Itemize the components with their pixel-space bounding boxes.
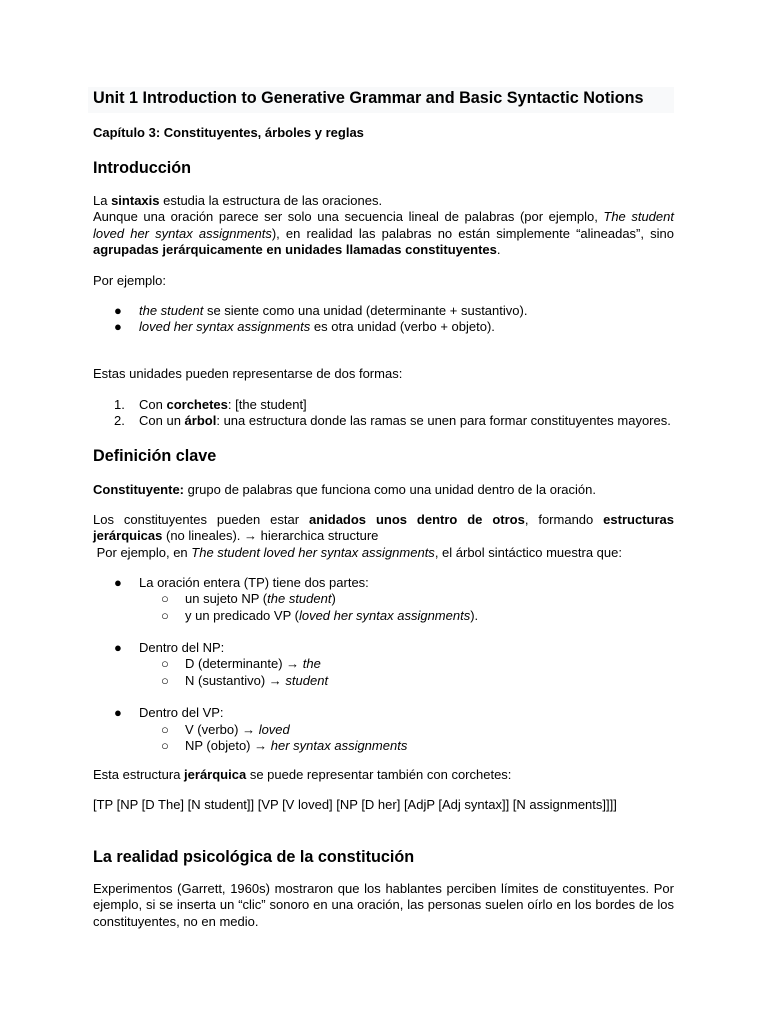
list-item: ● loved her syntax assignments es otra unidad (verbo + objeto). — [114, 319, 495, 335]
bullet-marker: ● — [114, 640, 122, 656]
intro-line-2: Aunque una oración parece ser solo una secuencia lineal de palabras (por ejemplo, The student — [93, 209, 674, 225]
example-bullet-list — [93, 303, 674, 336]
forms-label: Estas unidades pueden representarse de dos formas: — [93, 366, 403, 381]
forms-numbered-list — [93, 397, 674, 430]
circle-marker: ○ — [161, 656, 169, 672]
example-label: Por ejemplo: — [93, 273, 166, 288]
sub-list-item: ○ un sujeto NP (the student) — [161, 591, 336, 607]
bullet-marker: ● — [114, 705, 122, 721]
chapter-title: Capítulo 3: Constituyentes, árboles y reglas — [93, 125, 364, 140]
psych-paragraph — [93, 881, 674, 930]
intro-line-3: loved her syntax assignments), en realidad las palabras no están simplemente “alineadas”, sino — [93, 225, 674, 241]
circle-marker: ○ — [161, 737, 169, 753]
nesting-line-2: jerárquicas (no lineales). → hierarchica structure — [93, 528, 379, 544]
structure-list — [93, 575, 674, 754]
circle-marker: ○ — [161, 591, 169, 607]
sub-list-item: ○ N (sustantivo) → student — [161, 672, 329, 688]
bracket-notation: [TP [NP [D The] [N student]] [VP [V loved] [NP [D her] [AdjP [Adj syntax]] [N assignments]]]] — [93, 797, 617, 812]
sub-list-item: ○ y un predicado VP (loved her syntax assignments). — [161, 607, 479, 623]
nesting-line-3: Por ejemplo, en The student loved her syntax assignments, el árbol sintáctico muestra que: — [93, 544, 622, 560]
sub-list-item: ○ NP (objeto) → her syntax assignments — [161, 737, 408, 753]
circle-marker: ○ — [161, 721, 169, 737]
definition-line: Constituyente: grupo de palabras que funciona como una unidad dentro de la oración. — [93, 482, 596, 497]
nesting-line-1: Los constituyentes pueden estar anidados unos dentro de otros, formando estructuras — [93, 512, 674, 527]
bullet-marker: ● — [114, 575, 122, 590]
intro-line-4: agrupadas jerárquicamente en unidades llamadas constituyentes. — [93, 241, 501, 257]
heading-introduccion: Introducción — [93, 159, 192, 177]
list-item-vp: ● Dentro del VP: — [114, 705, 224, 721]
spacer — [93, 689, 674, 705]
intro-line-1: La sintaxis estudia la estructura de las oraciones. — [93, 193, 383, 208]
unit-title-bar — [88, 87, 674, 113]
list-item: 2. Con un árbol: una estructura donde las ramas se unen para formar constituyentes mayores. — [114, 413, 671, 429]
list-item-tp: ● La oración entera (TP) tiene dos partes: — [114, 575, 369, 590]
unit-title: Unit 1 Introduction to Generative Grammar and Basic Syntactic Notions — [93, 89, 644, 107]
list-item-np: ● Dentro del NP: — [114, 640, 225, 656]
sub-list-item: ○ D (determinante) → the — [161, 656, 321, 672]
brackets-intro: Esta estructura jerárquica se puede representar también con corchetes: — [93, 767, 512, 782]
psych-line-3: constituyentes, no en medio. — [93, 913, 259, 929]
list-item: 1. Con corchetes: [the student] — [114, 397, 307, 412]
heading-definicion-clave: Definición clave — [93, 447, 217, 465]
list-item: ● the student se siente como una unidad (determinante + sustantivo). — [114, 303, 528, 318]
heading-realidad-psicologica: La realidad psicológica de la constitución — [93, 848, 415, 866]
circle-marker: ○ — [161, 672, 169, 688]
psych-line-2: ejemplo, si se inserta un “clic” sonoro en una oración, las personas suelen oírlo en los bordes de los — [93, 897, 674, 913]
spacer — [93, 624, 674, 640]
psych-line-1: Experimentos (Garrett, 1960s) mostraron que los hablantes perciben límites de constituyentes. Por — [93, 881, 674, 896]
bullet-marker: ● — [114, 319, 122, 335]
sub-list-item: ○ V (verbo) → loved — [161, 721, 290, 737]
nesting-paragraph — [93, 512, 674, 561]
bullet-marker: ● — [114, 303, 122, 318]
circle-marker: ○ — [161, 607, 169, 623]
intro-paragraph — [93, 193, 674, 258]
